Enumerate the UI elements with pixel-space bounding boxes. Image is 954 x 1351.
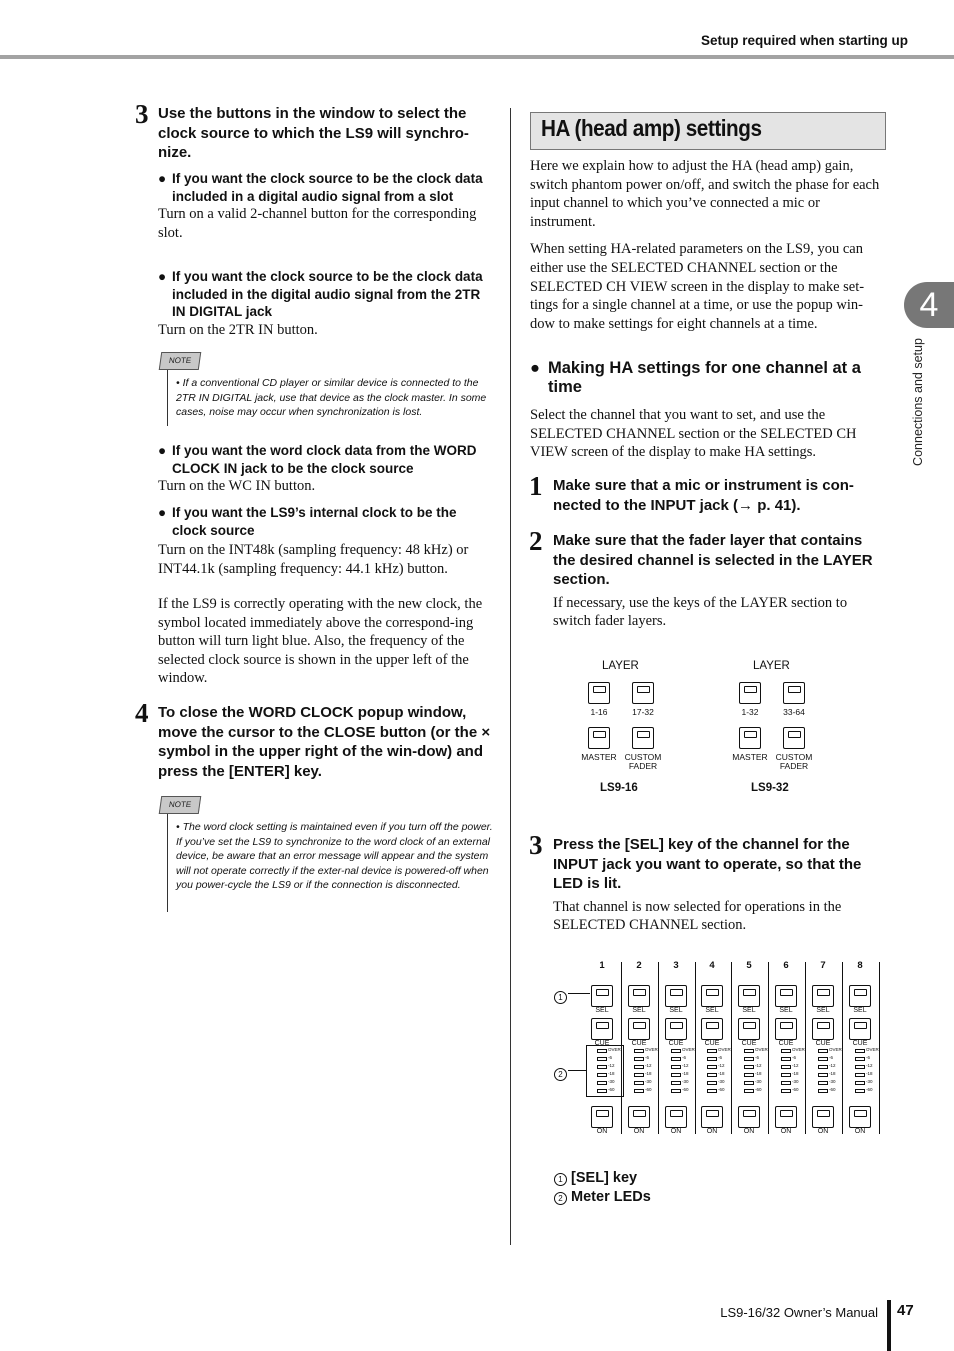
- meter-led: [855, 1057, 865, 1061]
- meter-level-label: -60: [608, 1087, 615, 1092]
- on-label: ON: [780, 1128, 792, 1135]
- meter-level-label: -30: [645, 1079, 652, 1084]
- sel-label: SEL: [705, 1007, 719, 1014]
- layer-key-1-32[interactable]: [739, 682, 761, 704]
- channel-divider: [658, 962, 659, 1134]
- channel-number: 4: [709, 960, 715, 971]
- meter-led: [781, 1073, 791, 1077]
- channel-divider: [731, 962, 732, 1134]
- step-number: 1: [529, 471, 543, 501]
- meter-level-label: OVER: [608, 1047, 621, 1052]
- body-text: If necessary, use the keys of the LAYER section to switch fader layers.: [553, 594, 848, 630]
- footer-bar: [887, 1300, 891, 1351]
- meter-level-label: -18: [792, 1071, 799, 1076]
- key-label: 17-32: [632, 707, 654, 717]
- meter-led: [855, 1049, 865, 1053]
- meter-led: [818, 1081, 828, 1085]
- note-tag: NOTE: [159, 352, 202, 370]
- key-label: CUSTOM FADER: [624, 752, 662, 771]
- meter-level-label: -30: [682, 1079, 689, 1084]
- meter-led: [634, 1089, 644, 1093]
- meter-led: [744, 1073, 754, 1077]
- model-label: LS9-32: [751, 782, 789, 794]
- on-key[interactable]: [628, 1106, 650, 1128]
- meter-led: [855, 1081, 865, 1085]
- meter-level-label: -6: [829, 1055, 834, 1060]
- body-paragraph: If the LS9 is correctly operating with the new clock, the symbol located immediately above the correspond-ing button will turn light blue. Also, the frequency of the selected clock source is shown in the upper left of the window.: [158, 596, 483, 687]
- cue-label: CUE: [741, 1040, 757, 1047]
- step-heading: To close the WORD CLOCK popup window, move the cursor to the CLOSE button (or the × symbol in the upper right of the win-dow) and press the [ENTER] key.: [158, 704, 491, 780]
- note-box: [167, 362, 168, 426]
- meter-level-label: -12: [718, 1063, 725, 1068]
- on-key[interactable]: [775, 1106, 797, 1128]
- meter-level-label: -18: [755, 1071, 762, 1076]
- meter-led: [744, 1057, 754, 1061]
- meter-led: [707, 1073, 717, 1077]
- step-heading: Make sure that a mic or instrument is con-nected to the INPUT jack (→ p. 41).: [553, 477, 854, 514]
- meter-level-label: -18: [829, 1071, 836, 1076]
- cue-key[interactable]: [812, 1018, 834, 1040]
- meter-led: [781, 1089, 791, 1093]
- step-number: 3: [529, 830, 543, 860]
- meter-led: [781, 1065, 791, 1069]
- meter-level-label: -12: [792, 1063, 799, 1068]
- meter-level-label: OVER: [829, 1047, 842, 1052]
- model-label: LS9-16: [600, 782, 638, 794]
- meter-led: [634, 1065, 644, 1069]
- meter-level-label: -6: [792, 1055, 797, 1060]
- meter-led: [855, 1065, 865, 1069]
- meter-level-label: -6: [682, 1055, 687, 1060]
- channel-number: 6: [783, 960, 789, 971]
- meter-led: [707, 1081, 717, 1085]
- callout-1: 1: [554, 987, 567, 1005]
- on-key[interactable]: [665, 1106, 687, 1128]
- meter-led: [634, 1057, 644, 1061]
- chapter-tab: 4: [904, 282, 954, 328]
- meter-level-label: OVER: [718, 1047, 731, 1052]
- layer-key-33-64[interactable]: [783, 682, 805, 704]
- key-label: MASTER: [732, 752, 768, 762]
- meter-led: [707, 1089, 717, 1093]
- meter-level-label: -60: [792, 1087, 799, 1092]
- cue-label: CUE: [668, 1040, 684, 1047]
- sel-label: SEL: [853, 1007, 867, 1014]
- body-text: Turn on the WC IN button.: [158, 478, 316, 494]
- cue-key[interactable]: [665, 1018, 687, 1040]
- bullet-icon: ●: [530, 359, 540, 377]
- meter-level-label: -18: [718, 1071, 725, 1076]
- channel-number: 8: [857, 960, 863, 971]
- sel-label: SEL: [742, 1007, 756, 1014]
- channel-divider: [695, 962, 696, 1134]
- on-label: ON: [633, 1128, 645, 1135]
- step-heading: Make sure that the fader layer that contains the desired channel is selected in the LAYER section.: [553, 532, 873, 588]
- intro-paragraph: When setting HA-related parameters on the LS9, you can either use the SELECTED CHANNEL section or the SELECTED CH VIEW screen in the display to make set-tings for a single channel at a time, or use the popup win-dow to make settings for eight channels at a time.: [530, 241, 865, 332]
- meter-level-label: -30: [755, 1079, 762, 1084]
- on-label: ON: [706, 1128, 718, 1135]
- meter-level-label: -12: [608, 1063, 615, 1068]
- cue-key[interactable]: [738, 1018, 760, 1040]
- on-label: ON: [596, 1128, 608, 1135]
- channel-number: 3: [673, 960, 679, 971]
- key-label: CUSTOM FADER: [775, 752, 813, 771]
- meter-led: [744, 1089, 754, 1093]
- channel-number: 2: [636, 960, 642, 971]
- on-key[interactable]: [591, 1106, 613, 1128]
- legend-item: 2 Meter LEDs: [554, 1189, 651, 1205]
- meter-level-label: -12: [755, 1063, 762, 1068]
- meter-level-label: OVER: [792, 1047, 805, 1052]
- sel-label: SEL: [632, 1007, 646, 1014]
- sel-key[interactable]: [665, 985, 687, 1007]
- channel-number: 5: [746, 960, 752, 971]
- cue-label: CUE: [704, 1040, 720, 1047]
- meter-led: [671, 1057, 681, 1061]
- bullet-heading: ● If you want the clock source to be the clock data included in a digital audio signal from a slot: [158, 171, 483, 204]
- meter-led: [707, 1065, 717, 1069]
- on-label: ON: [854, 1128, 866, 1135]
- meter-level-label: -18: [645, 1071, 652, 1076]
- callout-line: [568, 993, 590, 994]
- on-key[interactable]: [849, 1106, 871, 1128]
- meter-level-label: OVER: [755, 1047, 768, 1052]
- meter-level-label: -60: [755, 1087, 762, 1092]
- key-label: MASTER: [581, 752, 617, 762]
- channel-divider: [805, 962, 806, 1134]
- on-label: ON: [743, 1128, 755, 1135]
- meter-level-label: -30: [829, 1079, 836, 1084]
- meter-level-label: -6: [645, 1055, 650, 1060]
- meter-level-label: -6: [755, 1055, 760, 1060]
- meter-led: [818, 1065, 828, 1069]
- note-box: [167, 806, 168, 912]
- cue-label: CUE: [631, 1040, 647, 1047]
- column-divider: [510, 108, 511, 1245]
- sel-key[interactable]: [701, 985, 723, 1007]
- body-text: Turn on the INT48k (sampling frequency: 48 kHz) or INT44.1k (sampling frequency: 44.1 kHz) button.: [158, 542, 469, 577]
- on-label: ON: [817, 1128, 829, 1135]
- cue-label: CUE: [815, 1040, 831, 1047]
- meter-led: [671, 1049, 681, 1053]
- cue-key[interactable]: [775, 1018, 797, 1040]
- note-tag: NOTE: [159, 796, 202, 814]
- meter-led: [744, 1065, 754, 1069]
- meter-level-label: -60: [645, 1087, 652, 1092]
- meter-level-label: -12: [866, 1063, 873, 1068]
- meter-level-label: -30: [608, 1079, 615, 1084]
- callout-2: 2: [554, 1064, 567, 1082]
- meter-led: [671, 1073, 681, 1077]
- sel-label: SEL: [595, 1007, 609, 1014]
- meter-led: [818, 1089, 828, 1093]
- bullet-icon: ●: [158, 505, 167, 520]
- cue-key[interactable]: [628, 1018, 650, 1040]
- footer-manual-title: LS9-16/32 Owner’s Manual: [720, 1305, 878, 1320]
- channel-number: 7: [820, 960, 826, 971]
- meter-led: [818, 1073, 828, 1077]
- cue-key[interactable]: [591, 1018, 613, 1040]
- custom-fader-key[interactable]: [632, 727, 654, 749]
- layer-title: LAYER: [602, 660, 639, 672]
- sel-key[interactable]: [591, 985, 613, 1007]
- meter-led: [744, 1081, 754, 1085]
- meter-led: [781, 1049, 791, 1053]
- meter-led: [707, 1057, 717, 1061]
- key-label: 1-32: [741, 707, 759, 717]
- meter-level-label: -12: [645, 1063, 652, 1068]
- body-text: Turn on the 2TR IN button.: [158, 321, 318, 338]
- body-text: That channel is now selected for operations in the SELECTED CHANNEL section.: [553, 898, 842, 934]
- header-rule: [0, 55, 954, 59]
- bullet-heading: ● If you want the clock source to be the clock data included in the digital audio signal from the 2TR IN DIGITAL jack: [158, 269, 483, 319]
- meter-level-label: -30: [866, 1079, 873, 1084]
- section-title: HA (head amp) settings: [541, 115, 762, 141]
- body-text: Select the channel that you want to set, and use the SELECTED CHANNEL section or the SELECTED CH VIEW screen of the display to make HA settings.: [530, 407, 857, 461]
- body-text: Turn on a valid 2-channel button for the corresponding slot.: [158, 206, 477, 241]
- meter-level-label: -12: [682, 1063, 689, 1068]
- meter-led: [818, 1057, 828, 1061]
- running-header: Setup required when starting up: [700, 33, 908, 48]
- meter-level-label: -30: [718, 1079, 725, 1084]
- cue-key[interactable]: [849, 1018, 871, 1040]
- meter-level-label: -18: [608, 1071, 615, 1076]
- meter-level-label: -18: [866, 1071, 873, 1076]
- master-key[interactable]: [588, 727, 610, 749]
- bullet-icon: ●: [158, 443, 167, 458]
- meter-led: [855, 1073, 865, 1077]
- legend-item: 1 [SEL] key: [554, 1170, 637, 1186]
- note-text: • The word clock setting is maintained even if you turn off the power. If you’ve set the LS9 to synchronize to the word clock of an external device, be aware that an error message will appear and the system will not operate correctly if the exter-nal device is powered-off when you power-cycle the LS9 or if the connection is disconnected.: [176, 821, 493, 891]
- meter-level-label: -6: [608, 1055, 613, 1060]
- step-heading: Use the buttons in the window to select the clock source to which the LS9 will synchro-nize.: [158, 105, 469, 161]
- channel-number: 1: [599, 960, 605, 971]
- sel-label: SEL: [669, 1007, 683, 1014]
- bullet-icon: ●: [158, 171, 167, 186]
- key-label: 33-64: [783, 707, 805, 717]
- meter-led: [781, 1081, 791, 1085]
- meter-level-label: -60: [718, 1087, 725, 1092]
- meter-level-label: -6: [718, 1055, 723, 1060]
- meter-level-label: OVER: [645, 1047, 658, 1052]
- meter-led: [707, 1049, 717, 1053]
- meter-led: [634, 1081, 644, 1085]
- meter-led: [671, 1065, 681, 1069]
- meter-led: [671, 1089, 681, 1093]
- meter-level-label: -18: [682, 1071, 689, 1076]
- channel-divider: [879, 962, 880, 1134]
- custom-fader-key[interactable]: [783, 727, 805, 749]
- meter-level-label: -60: [829, 1087, 836, 1092]
- step-number: 2: [529, 526, 543, 556]
- intro-paragraph: Here we explain how to adjust the HA (head amp) gain, switch phantom power on/off, and switch the phase for each input channel to which you’ve connected a mic or instrument.: [530, 158, 880, 230]
- channel-divider: [768, 962, 769, 1134]
- on-key[interactable]: [738, 1106, 760, 1128]
- step-heading: Press the [SEL] key of the channel for the INPUT jack you want to operate, so that the LED is lit.: [553, 836, 862, 892]
- layer-key-17-32[interactable]: [632, 682, 654, 704]
- sel-key[interactable]: [738, 985, 760, 1007]
- meter-led: [634, 1073, 644, 1077]
- cue-label: CUE: [594, 1040, 610, 1047]
- chapter-side-label: Connections and setup: [911, 338, 925, 466]
- on-key[interactable]: [812, 1106, 834, 1128]
- sel-key[interactable]: [812, 985, 834, 1007]
- on-key[interactable]: [701, 1106, 723, 1128]
- meter-level-label: OVER: [682, 1047, 695, 1052]
- meter-level-label: -60: [682, 1087, 689, 1092]
- callout-line: [568, 1070, 586, 1071]
- cue-label: CUE: [852, 1040, 868, 1047]
- cue-label: CUE: [778, 1040, 794, 1047]
- meter-level-label: -12: [829, 1063, 836, 1068]
- meter-level-label: -6: [866, 1055, 871, 1060]
- channel-divider: [842, 962, 843, 1134]
- sub-heading: ● Making HA settings for one channel at a time: [530, 359, 861, 396]
- layer-title: LAYER: [753, 660, 790, 672]
- master-key[interactable]: [739, 727, 761, 749]
- bullet-heading: ● If you want the word clock data from the WORD CLOCK IN jack to be the clock source: [158, 443, 477, 476]
- meter-led: [781, 1057, 791, 1061]
- meter-led: [818, 1049, 828, 1053]
- meter-led: [634, 1049, 644, 1053]
- layer-key-1-16[interactable]: [588, 682, 610, 704]
- sel-label: SEL: [779, 1007, 793, 1014]
- meter-led: [671, 1081, 681, 1085]
- meter-highlight-box: [586, 1045, 624, 1097]
- sel-label: SEL: [816, 1007, 830, 1014]
- page-number: 47: [897, 1302, 914, 1319]
- bullet-heading: ● If you want the LS9’s internal clock to be the clock source: [158, 505, 457, 538]
- meter-level-label: OVER: [866, 1047, 879, 1052]
- sel-key[interactable]: [775, 985, 797, 1007]
- sel-key[interactable]: [628, 985, 650, 1007]
- cue-key[interactable]: [701, 1018, 723, 1040]
- meter-led: [855, 1089, 865, 1093]
- step-number: 3: [135, 99, 149, 129]
- meter-led: [744, 1049, 754, 1053]
- key-label: 1-16: [590, 707, 608, 717]
- step-number: 4: [135, 698, 149, 728]
- bullet-icon: ●: [158, 269, 167, 284]
- on-label: ON: [670, 1128, 682, 1135]
- note-text: • If a conventional CD player or similar device is connected to the 2TR IN DIGITAL jack, use that device as the clock master. In some cases, noise may occur when synchronization is lost.: [176, 377, 487, 418]
- meter-level-label: -60: [866, 1087, 873, 1092]
- sel-key[interactable]: [849, 985, 871, 1007]
- meter-level-label: -30: [792, 1079, 799, 1084]
